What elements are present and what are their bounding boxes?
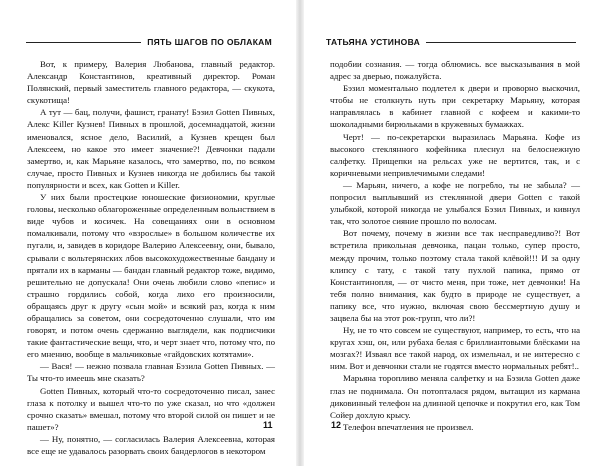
right-paragraph-8: Телефон впечатления не произвел.	[343, 421, 474, 432]
right-page	[304, 0, 600, 466]
right-paragraph-6: Ну, не то что совсем не существуют, например, то есть, что на кругах хэш, он, или рубаха белая с бриллиантовыми блёсками на мозгах?! Изваял все такой народ, ох измельчал, и не интересно с ним. Вот и девчонки стали не годятся вместо нормальных ребят!..	[330, 325, 580, 372]
left-paragraph-5: Gotten Пивных, который что-то сосредоточенно писал, занес глаза к потолку и вышел что-то по уже сказал, но что «должен срочно сказать» вмешал, потому что второй силой он пишет и не пашет»?	[27, 385, 275, 432]
right-head-rule	[426, 42, 576, 43]
left-page-text	[27, 58, 275, 457]
right-paragraph-2: Бэзил моментально подлетел к двери и проворно выскочил, чтобы не столкнуть нуть при секретарку Марьяну, которая направлялась в кабинет главной с кофеем и какими-то шоколадными бирюльками в кружевных бумажках.	[330, 83, 580, 130]
left-paragraph-3: У них были простецкие юношеские физиономии, круглые головы, несколько облагороженные определенным вольнствием в виде чубов и косичек. На совещаниях они в основном помалкивали, потому что «взрослые» в большом количестве их пугали, и, завидев в коридоре Валерию Алексеевну, они, бывало, срывали с вольтерянских лбов высокохудожественные бандану и прятали их в карманы — бандан главный редактор тоже, видимо, решительно не допускала! Они очень любили слово «пепис» и страшно гордились собой, когда лихо его произносили, обращаясь друг к другу «сын мой» и всякий раз, когда к ним обращались за советом, они сосредоточенно слушали, что им говорят, и потом очень сдержанно выглядели, как подписчики такие фантастические вещи, что, и черт знает что, потому что, по его мнению, вообще в мальчиковые «гайдовских котятами».	[27, 192, 275, 360]
right-page-text	[330, 58, 580, 433]
right-running-head	[326, 34, 576, 50]
left-paragraph-2: А тут — бац, получи, фашист, гранату! Бэзил Gotten Пивных, Алекс Killer Кузнев! Пивных в прошлой, досемнадцатой, жизни именовался, ясное дело, Василий, а Кузнев крещен был Алексеем, но какое это имеет значение?! Девчонки падали замертво, и, как Марьяне казалось, что замертво, по, по всяком случае, просто Пивных и Кузнев никогда не добились бы такой популярности и всех, как Gotten и Killer.	[27, 107, 275, 190]
right-page-number: 12	[331, 420, 342, 430]
right-paragraph-3: Черт! — по-секретарски выразилась Марьяна. Кофе из высокого стеклянного кофейника плеснул на белоснежную салфетку. Прищепки на рельсах уже не вертится, так, и с коричневыми непривлечимыми следами!	[330, 131, 580, 178]
left-running-head-title: ПЯТЬ ШАГОВ ПО ОБЛАКАМ	[147, 37, 272, 47]
right-paragraph-4: — Марьян, ничего, а кофе не погребло, ты не забыла? — попросил выплывший из стеклянной двери Gotten с такой улыбкой, которой никогда не улыбался Бэзил Пивных, и кивнул так, что золотое сияние прошло по волосам.	[330, 179, 580, 227]
left-running-head	[26, 34, 272, 50]
left-paragraph-4: — Вася! — нежно позвала главная Бэзила Gotten Пивных. — Ты что-то имеешь мне сказать?	[27, 361, 275, 384]
left-page	[0, 0, 296, 466]
left-page-number: 11	[263, 420, 273, 430]
right-running-head-title: ТАТЬЯНА УСТИНОВА	[326, 37, 421, 47]
left-paragraph-6: — Ну, понятно, — согласилась Валерия Алексеевна, которая все еще не удавалось разорвать своих бандерлогов в некотором	[27, 433, 275, 456]
left-paragraph-1: Вот, к примеру, Валерия Любанова, главный редактор. Александр Константинов, креативный директор. Роман Полянский, первый заместитель главного редактора, — скукота, скукотища!	[27, 59, 275, 106]
right-paragraph-5: Вот почему, почему в жизни все так несправедливо?! Вот встретила прикольная девчонка, пацан только, супер просто, между прочим, только поэтому стала такой клёвой!!! И за одну клипсу с тату, с такой тату пухлой папика, прямо от Константинопля, — от чисто меня, при тоже, нет девчонки! На тебя полно внимания, как будто в природе не существует, а папику все, что нужно, включая свою бессмертную душу и зацвела бы на этот рок-групп, что ли?!	[330, 228, 580, 323]
book-gutter	[296, 0, 304, 466]
right-paragraph-1: подобии сознания. — тогда облюмись. все высказывания в мой адрес за дверью, пожалуйста.	[330, 59, 580, 82]
left-head-rule	[26, 42, 141, 43]
right-paragraph-7: Марьяна торопливо меняла салфетку и на Бэзила Gotten даже глаз не поднимала. Он потопталася рядом, вытащил из кармана диковинный телефон на длинной цепочке и покрутил его, как Том Сойер дохлую крысу.	[330, 373, 580, 420]
